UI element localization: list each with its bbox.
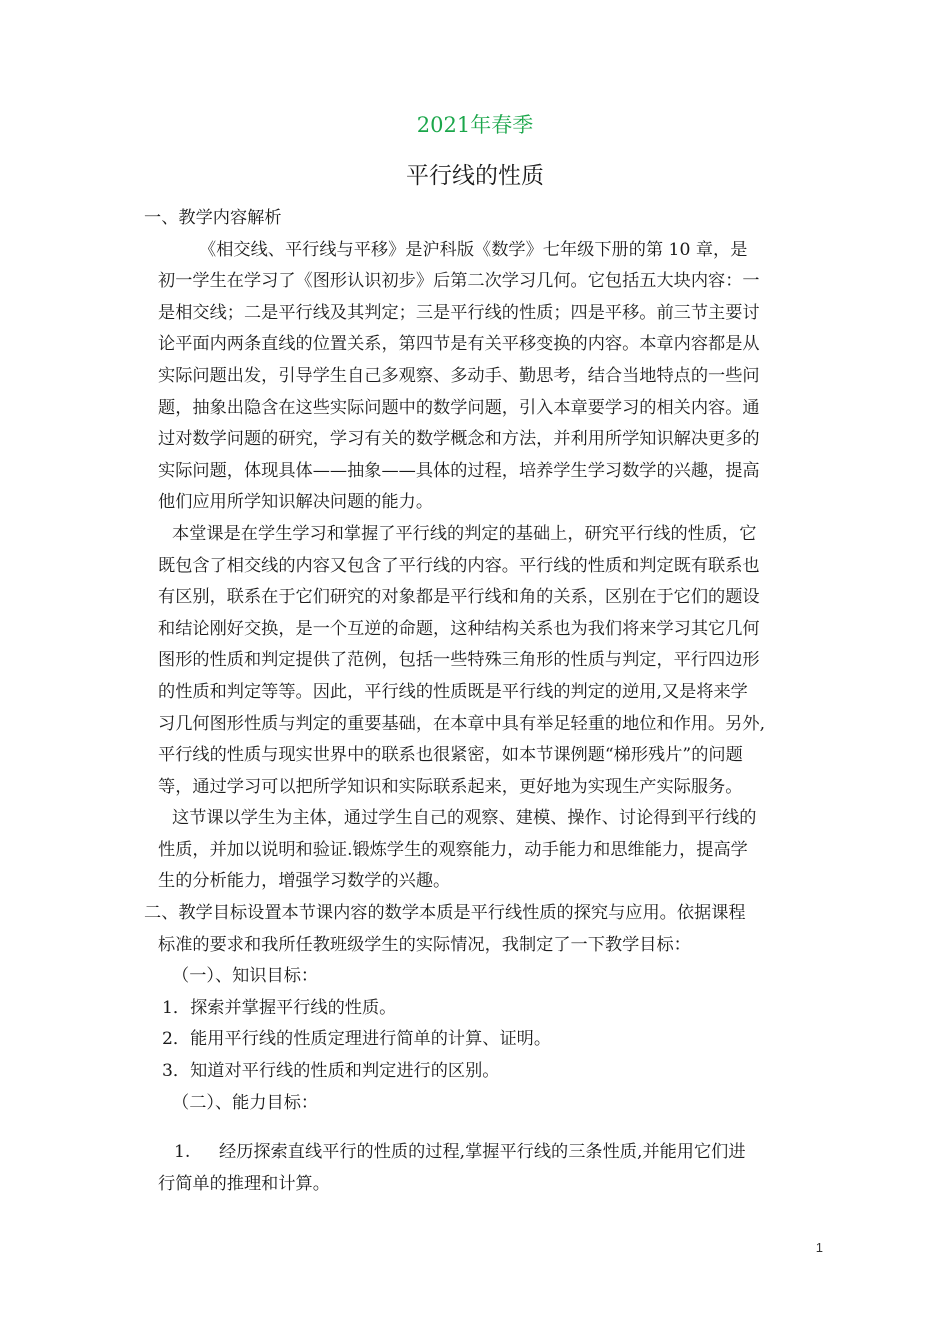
ability-goal-number: 1. xyxy=(174,1142,191,1163)
paragraph-2-line: 有区别，联系在于它们研究的对象都是平行线和角的关系，区别在于它们的题设 xyxy=(158,587,760,608)
paragraph-2-line: 等，通过学习可以把所学知识和实际联系起来，更好地为实现生产实际服务。 xyxy=(158,776,743,797)
paragraph-1-line: 他们应用所学知识解决问题的能力。 xyxy=(158,492,434,513)
paragraph-2-line: 习几何图形性质与判定的重要基础，在本章中具有举足轻重的地位和作用。另外, xyxy=(158,713,766,734)
paragraph-2-line: 既包含了相交线的内容又包含了平行线的内容。平行线的性质和判定既有联系也 xyxy=(158,555,760,576)
ability-goal-text: 经历探索直线平行的性质的过程,掌握平行线的三条性质,并能用它们进 xyxy=(219,1142,746,1163)
paragraph-2-line: 图形的性质和判定提供了范例，包括一些特殊三角形的性质与判定，平行四边形 xyxy=(158,650,760,671)
page-number: 1 xyxy=(815,1240,823,1255)
paragraph-1-line: 实际问题出发，引导学生自己多观察、多动手、勤思考，结合当地特点的一些问 xyxy=(158,365,760,386)
paragraph-1-line: 《相交线、平行线与平移》是沪科版《数学》七年级下册的第 10 章，是 xyxy=(199,239,748,260)
paragraph-3-line: 生的分析能力，增强学习数学的兴趣。 xyxy=(158,871,451,892)
paragraph-1-line: 初一学生在学习了《图形认识初步》后第二次学习几何。它包括五大块内容：一 xyxy=(158,271,760,292)
document-body xyxy=(144,203,820,1200)
paragraph-1-line: 题，抽象出隐含在这些实际问题中的数学问题，引入本章要学习的相关内容。通 xyxy=(158,397,760,418)
paragraph-2-line: 和结论刚好交换，是一个互逆的命题，这种结构关系也为我们将来学习其它几何 xyxy=(158,618,760,639)
paragraph-2-line: 平行线的性质与现实世界中的联系也很紧密，如本节课例题“梯形残片”的问题 xyxy=(158,745,743,766)
ability-goal-continuation: 行简单的推理和计算。 xyxy=(158,1173,330,1194)
paragraph-2-line: 的性质和判定等等。因此，平行线的性质既是平行线的判定的逆用,又是将来学 xyxy=(158,681,748,702)
paragraph-1-line: 是相交线；二是平行线及其判定；三是平行线的性质；四是平移。前三节主要讨 xyxy=(158,302,760,323)
knowledge-goals-heading: （一）、知识目标： xyxy=(172,966,319,987)
section-heading-1: 一、教学内容解析 xyxy=(144,208,282,228)
section-heading-2: 二、教学目标设置本节课内容的数学本质是平行线性质的探究与应用。依据课程 xyxy=(144,903,746,924)
paragraph-1-line: 过对数学问题的研究，学习有关的数学概念和方法，并利用所学知识解决更多的 xyxy=(158,429,760,450)
season-header: 2021年春季 xyxy=(416,113,534,137)
paragraph-1-line: 实际问题，体现具体——抽象——具体的过程，培养学生学习数学的兴趣，提高 xyxy=(158,460,760,481)
spacer xyxy=(144,1119,820,1137)
ability-goal-item xyxy=(144,1137,820,1169)
paragraph-3-line: 这节课以学生为主体，通过学生自己的观察、建模、操作、讨论得到平行线的 xyxy=(172,808,757,829)
document-title: 平行线的性质 xyxy=(406,163,544,189)
knowledge-goal-item: 1．探索并掌握平行线的性质。 xyxy=(162,997,397,1018)
paragraph-2-line: 本堂课是在学生学习和掌握了平行线的判定的基础上，研究平行线的性质，它 xyxy=(172,523,757,544)
paragraph-3-line: 性质，并加以说明和验证.锻炼学生的观察能力，动手能力和思维能力，提高学 xyxy=(158,839,748,860)
knowledge-goal-item: 2．能用平行线的性质定理进行简单的计算、证明。 xyxy=(162,1029,552,1050)
section-2-line: 标准的要求和我所任教班级学生的实际情况，我制定了一下教学目标： xyxy=(158,934,691,955)
paragraph-1-line: 论平面内两条直线的位置关系，第四节是有关平移变换的内容。本章内容都是从 xyxy=(158,334,760,355)
ability-goals-heading: （二）、能力目标： xyxy=(172,1092,319,1113)
knowledge-goal-item: 3．知道对平行线的性质和判定进行的区别。 xyxy=(162,1061,500,1082)
